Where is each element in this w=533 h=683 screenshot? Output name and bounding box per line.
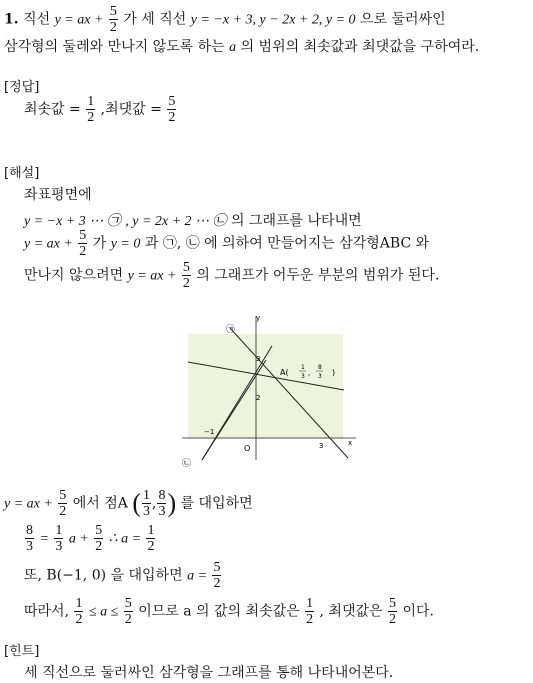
math-expr: y = ax + bbox=[4, 496, 53, 512]
fraction: $\frac{1}{2}$ bbox=[75, 596, 83, 627]
math-expr: a + bbox=[68, 531, 89, 547]
solution-text: 이다. bbox=[402, 603, 434, 620]
problem-text: 으로 둘러싸인 bbox=[360, 11, 446, 28]
fraction: $\frac{5}{2}$ bbox=[79, 228, 87, 259]
problem-text: 의 범위의 최솟값과 최댓값을 구하여라. bbox=[240, 39, 480, 55]
tick-y-2: 2 bbox=[256, 394, 261, 402]
svg-text:,: , bbox=[308, 369, 311, 377]
answer-max-label: ,최댓값 = bbox=[100, 101, 162, 118]
math-expr: ≤ a ≤ bbox=[88, 604, 119, 620]
label-circ1: ㉠ bbox=[226, 325, 236, 335]
fraction: $\frac{8}{3}$ bbox=[158, 488, 166, 519]
explanation-header: [해설] bbox=[4, 166, 40, 181]
pa-x-den: 3 bbox=[301, 373, 305, 380]
fraction: $\frac{1}{3}$ bbox=[55, 523, 63, 554]
answer-header: [정답] bbox=[4, 80, 40, 95]
explanation-text: 만나지 않으려면 bbox=[24, 267, 124, 284]
explanation-line-3 bbox=[24, 228, 429, 259]
solution-line-2 bbox=[24, 523, 156, 554]
math-expr: y = −x + 3, y − 2x + 2, y = 0 bbox=[190, 12, 356, 28]
math-expr: y = −x + 3 ⋯ ㉠ bbox=[24, 214, 121, 229]
pa-y-num: 8 bbox=[318, 364, 322, 371]
problem-text: 직선 bbox=[23, 11, 51, 28]
explanation-text: 의 그래프를 나타내면 bbox=[231, 213, 362, 229]
math-expr: y = ax + bbox=[54, 12, 104, 28]
problem-line-1 bbox=[4, 4, 446, 35]
hint-text: 세 직선으로 둘러싸인 삼각형을 그래프를 통해 나타내어본다. bbox=[24, 665, 394, 681]
graph bbox=[176, 310, 368, 470]
math-expr: , y = 2x + 2 ⋯ ㉡ bbox=[125, 214, 227, 229]
pa-y-den: 3 bbox=[318, 373, 322, 380]
solution-text: 이므로 bbox=[138, 603, 179, 620]
answer-min-label: 최솟값 = bbox=[24, 101, 81, 118]
hint-header: [힌트] bbox=[4, 644, 40, 659]
explanation-line-4 bbox=[24, 260, 439, 291]
explanation-line-1: 좌표평면에 bbox=[24, 187, 92, 203]
problem-text: 가 세 직선 bbox=[123, 11, 187, 28]
solution-line-4 bbox=[24, 596, 434, 627]
pa-close: ) bbox=[332, 368, 336, 377]
fraction: $\frac{1}{3}$ bbox=[143, 488, 150, 519]
explanation-line-2 bbox=[24, 210, 362, 230]
math-expr: y = 0 bbox=[110, 236, 141, 252]
math-var: a bbox=[229, 40, 237, 55]
math-expr: y = ax + bbox=[24, 236, 73, 252]
solution-text: a 의 값의 최솟값은 bbox=[183, 603, 300, 620]
tick-x-neg1: −1 bbox=[204, 428, 215, 436]
tick-y-3: 3 bbox=[256, 355, 261, 363]
math-expr: ∴ a = bbox=[108, 531, 142, 547]
solution-text: , 최댓값은 bbox=[319, 603, 383, 620]
solution-text: 에서 점A bbox=[72, 495, 128, 512]
fraction: $\frac{5}{2}$ bbox=[124, 596, 132, 627]
label-circ2: ㉡ bbox=[182, 459, 192, 469]
tick-x-3: 3 bbox=[319, 442, 324, 450]
solution-text: 따라서, bbox=[24, 603, 70, 620]
fraction: $\frac{5}{2}$ bbox=[213, 560, 221, 591]
point-a-label: A( bbox=[280, 368, 289, 377]
solution-text: 를 대입하면 bbox=[180, 495, 253, 512]
math-expr: a = bbox=[187, 568, 208, 584]
pa-x-num: 1 bbox=[301, 364, 305, 371]
fraction: $\frac{5}{2}$ bbox=[109, 4, 117, 35]
solution-line-3 bbox=[24, 560, 222, 591]
solution-line-1: y = ax + $\frac{5}{2}$ 에서 점A ( $\frac{1}{3}$ , $\frac{8}{3}$ ) 를 대입하면 bbox=[4, 488, 253, 519]
shaded-region bbox=[188, 334, 343, 439]
y-axis-label: y bbox=[256, 314, 261, 322]
x-axis-label: x bbox=[348, 439, 353, 447]
fraction: $\frac{1}{2}$ bbox=[87, 94, 95, 125]
answer-line bbox=[24, 94, 177, 125]
origin-label: O bbox=[244, 444, 251, 453]
fraction: $\frac{5}{2}$ bbox=[168, 94, 176, 125]
fraction: $\frac{5}{2}$ bbox=[182, 260, 190, 291]
problem-text: 삼각형의 둘레와 만나지 않도록 하는 bbox=[4, 39, 225, 55]
problem-number: 1. bbox=[4, 11, 19, 28]
fraction: $\frac{5}{2}$ bbox=[388, 596, 396, 627]
explanation-text: 과 ㉠, ㉡ 에 의하여 만들어지는 삼각형ABC 와 bbox=[144, 235, 430, 252]
math-expr: = bbox=[39, 531, 49, 547]
fraction: $\frac{1}{2}$ bbox=[306, 596, 314, 627]
problem-line-2 bbox=[4, 36, 479, 56]
fraction: $\frac{5}{2}$ bbox=[59, 488, 67, 519]
math-expr: y = ax + bbox=[127, 268, 177, 284]
solution-text: 또, B(−1, 0) 을 대입하면 bbox=[24, 567, 183, 584]
fraction: $\frac{5}{2}$ bbox=[95, 523, 103, 554]
explanation-text: 가 bbox=[92, 235, 107, 252]
fraction: $\frac{8}{3}$ bbox=[26, 523, 33, 554]
explanation-text: 의 그래프가 어두운 부분의 범위가 된다. bbox=[196, 267, 440, 284]
fraction: $\frac{1}{2}$ bbox=[147, 523, 155, 554]
